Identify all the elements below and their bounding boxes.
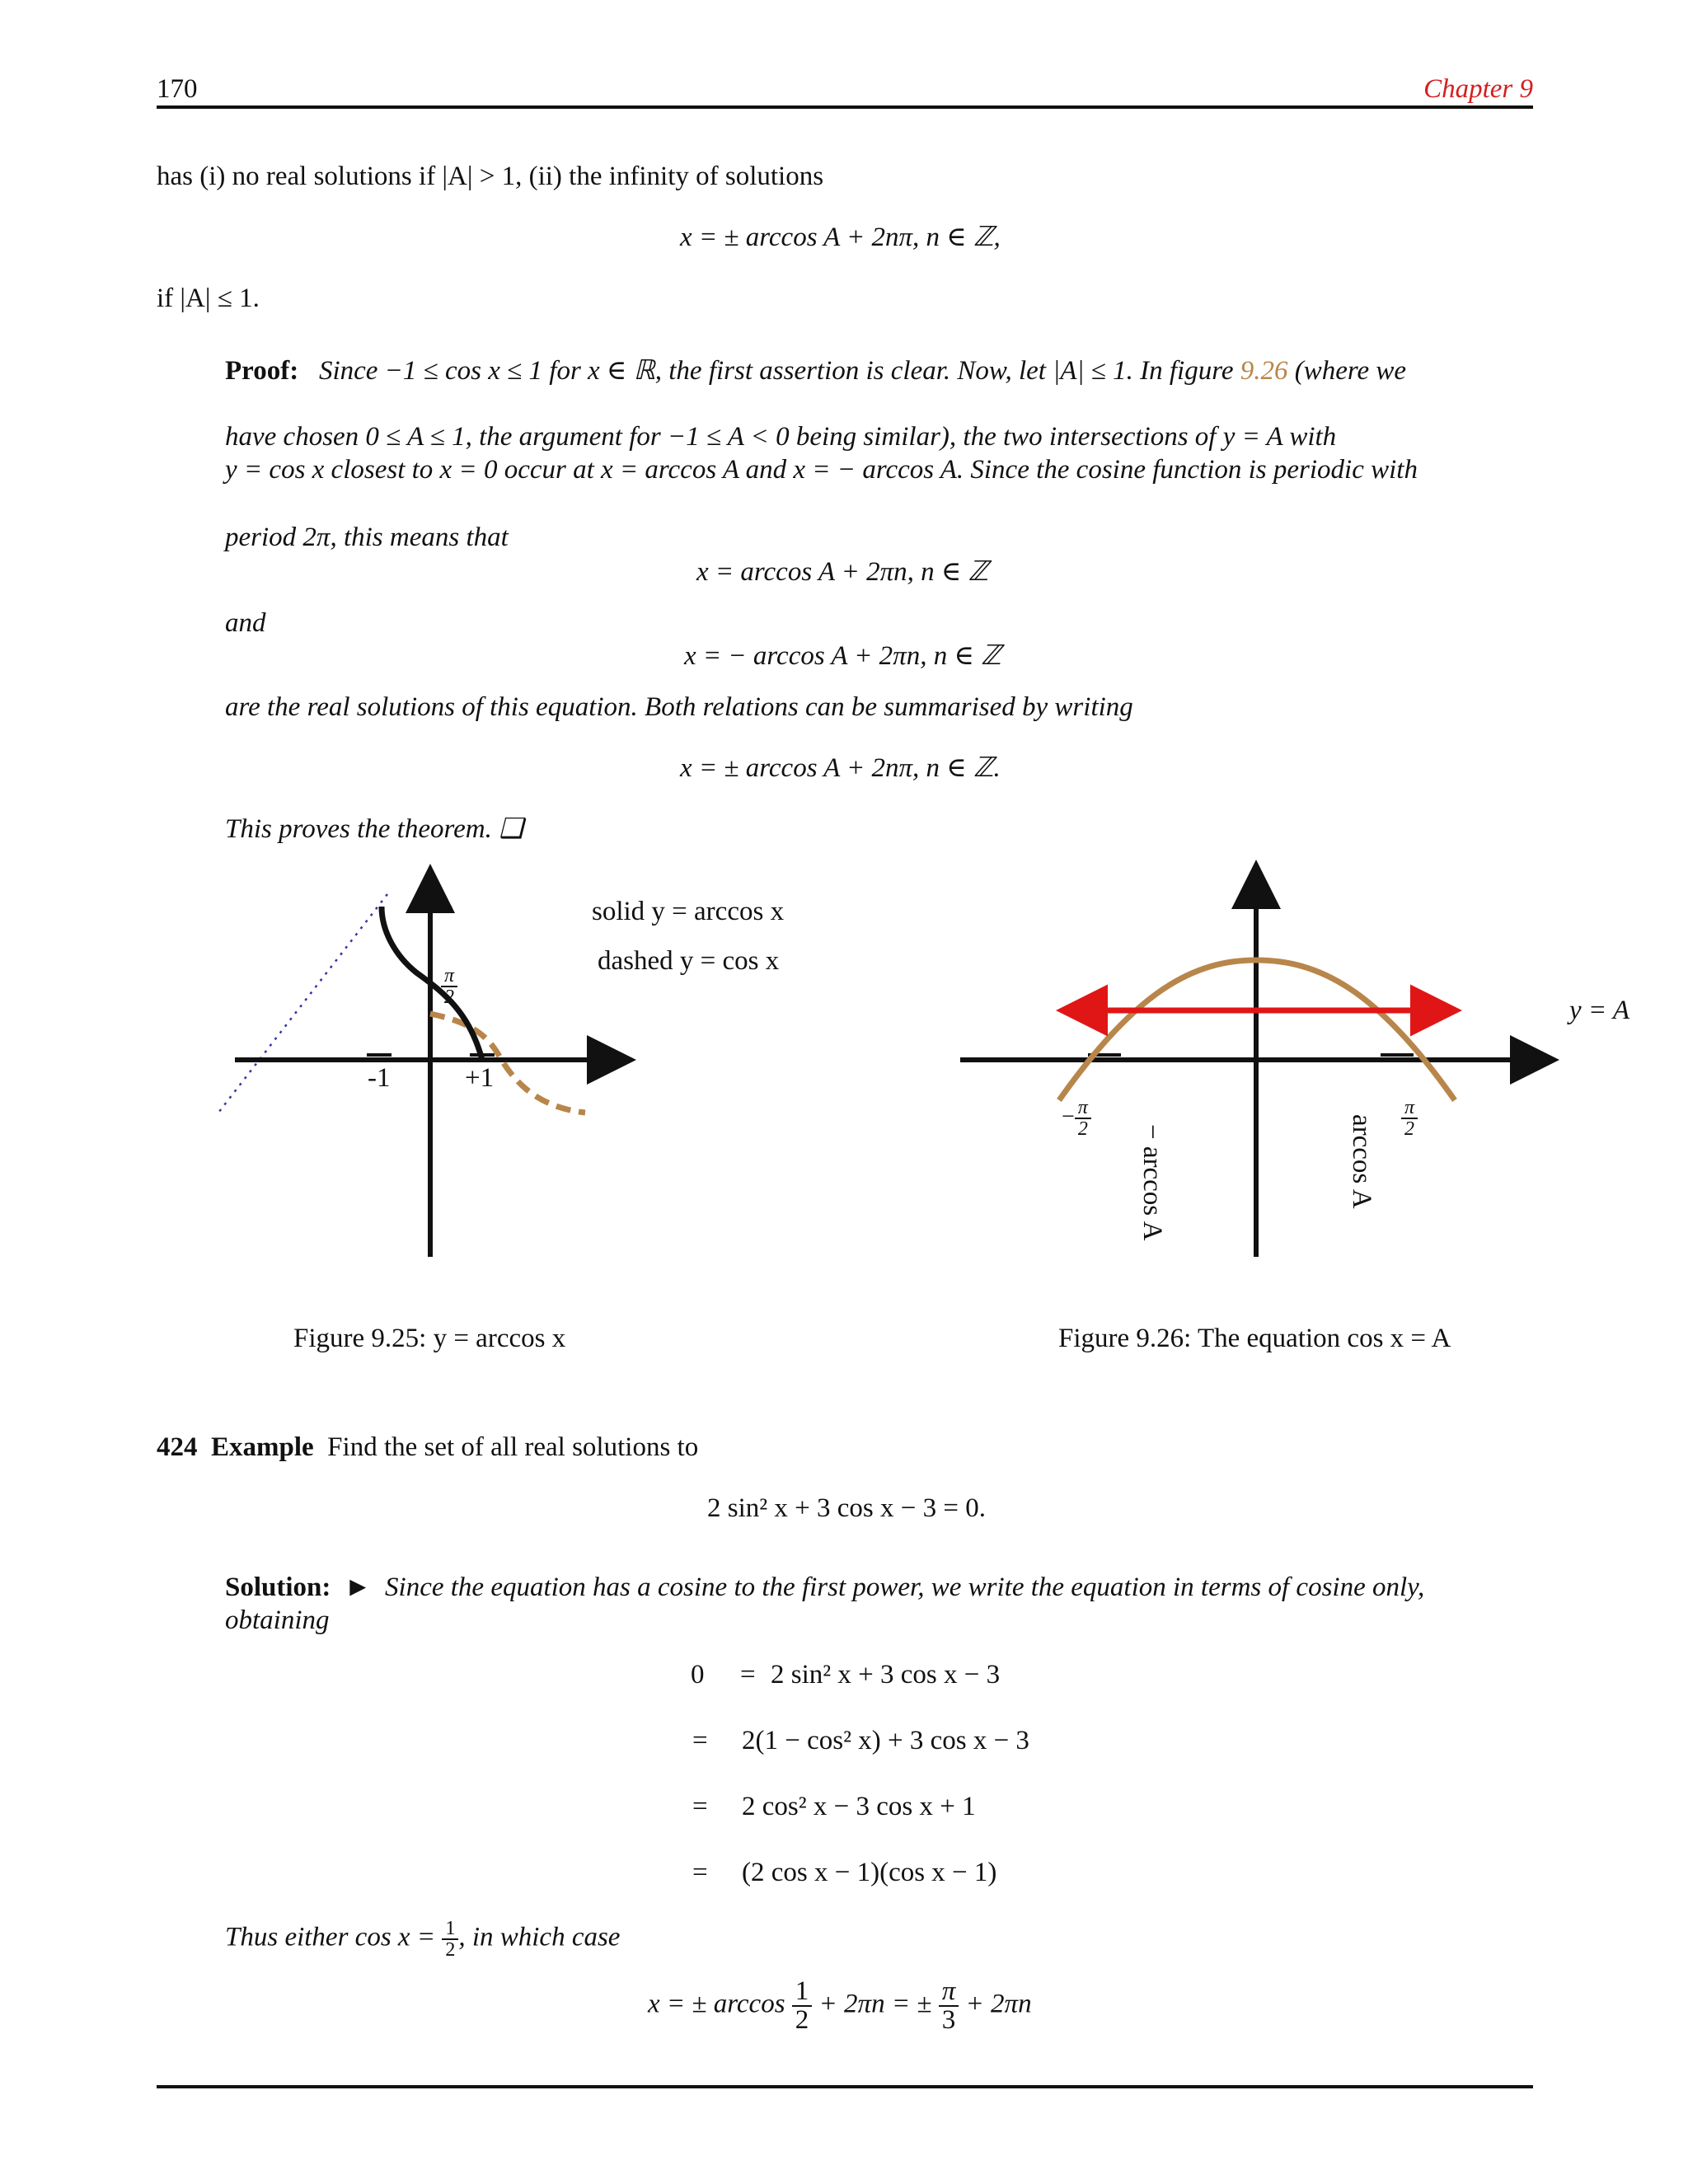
neg-sign: − [1062, 1104, 1075, 1130]
header-rule [157, 105, 1533, 109]
tick-neg-pi-half-den: 2 [1077, 1118, 1088, 1140]
proof-text-1-end: (where we [1287, 356, 1407, 386]
tick-pi-half-num: π [441, 966, 457, 987]
final-frac2-num: π [939, 1978, 959, 2007]
legend-dashed: dashed y = cos x [598, 946, 780, 976]
intro-line-2: if |A| ≤ 1. [157, 284, 260, 313]
proof-equation-c: x = ± arccos A + 2nπ, n ∈ ℤ. [680, 753, 1001, 783]
figure-925-caption: Figure 9.25: y = arccos x [293, 1324, 566, 1353]
eq-row-1-rel: = [692, 1726, 708, 1755]
tick-pi-half-den-2: 2 [1404, 1118, 1415, 1140]
final-frac2-den: 3 [941, 2005, 956, 2035]
thus-frac-den: 2 [445, 1939, 456, 1961]
proof-end: This proves the theorem. ❑ [225, 814, 523, 844]
tick-pi-half-den: 2 [444, 987, 455, 1008]
tick-label-pi-half [441, 966, 457, 1007]
final-text-b: + 2πn = ± [818, 1989, 932, 2019]
solution-text-1: Since the equation has a cosine to the first power, we write the equation in terms of cosine only, [385, 1572, 1425, 1602]
proof-text-1: Since −1 ≤ cos x ≤ 1 for x ∈ ℝ, the first assertion is clear. Now, let |A| ≤ 1. In figure [318, 356, 1240, 386]
proof-and: and [225, 608, 266, 638]
eq-row-2-rhs: 2 cos² x − 3 cos x + 1 [742, 1792, 976, 1821]
eq-row-3-rhs: (2 cos x − 1)(cos x − 1) [742, 1858, 997, 1887]
tick-label-pi-half [1401, 1098, 1418, 1139]
thus-line [225, 1919, 620, 1960]
example-text: Find the set of all real solutions to [327, 1432, 699, 1462]
example-equation: 2 sin² x + 3 cos x − 3 = 0. [707, 1493, 986, 1523]
example-number: 424 [157, 1432, 198, 1462]
thus-frac-num: 1 [442, 1919, 458, 1940]
eq-row-3-rel: = [692, 1858, 708, 1887]
thus-text-b: , in which case [458, 1922, 621, 1952]
label-neg-arccos: − arccos A [1137, 1124, 1167, 1241]
proof-label: Proof: [225, 356, 299, 386]
solution-arrow: ► [344, 1572, 372, 1602]
eq-row-0-lhs: 0 [691, 1660, 705, 1690]
page-number: 170 [157, 74, 198, 104]
figure-926-plot [956, 857, 1566, 1269]
proof-equation-b: x = − arccos A + 2πn, n ∈ ℤ [684, 641, 1001, 671]
label-y-equals-a: y = A [1569, 996, 1629, 1025]
eq-row-1-rhs: 2(1 − cos² x) + 3 cos x − 3 [742, 1726, 1029, 1755]
solution-text-2: obtaining [225, 1605, 330, 1635]
legend-solid: solid y = arccos x [592, 897, 785, 926]
label-arccos: arccos A [1347, 1114, 1376, 1209]
intro-line-1: has (i) no real solutions if |A| > 1, (ii) the infinity of solutions [157, 162, 824, 191]
figure-926-caption: Figure 9.26: The equation cos x = A [1058, 1324, 1451, 1353]
final-equation [648, 1978, 1032, 2034]
proof-para-4: period 2π, this means that [225, 523, 509, 552]
identity-line [218, 894, 387, 1113]
final-frac1-den: 2 [795, 2005, 809, 2035]
proof-para-2: have chosen 0 ≤ A ≤ 1, the argument for −1 ≤ A < 0 being similar), the two intersections of y = A with [225, 422, 1337, 452]
eq-row-0-rel: = [740, 1660, 756, 1690]
chapter-label: Chapter 9 [1423, 74, 1533, 104]
thus-text-a: Thus either cos x = [225, 1922, 443, 1952]
footer-rule [157, 2085, 1533, 2088]
proof-equation-a: x = arccos A + 2πn, n ∈ ℤ [696, 557, 989, 587]
proof-para-3: y = cos x closest to x = 0 occur at x = arccos A and x = − arccos A. Since the cosine function is periodic with [225, 455, 1418, 485]
eq-row-0-rhs: 2 sin² x + 3 cos x − 3 [771, 1660, 1001, 1690]
tick-pi-half-num-2: π [1401, 1098, 1418, 1119]
example-heading [157, 1431, 698, 1464]
solution-label: Solution: [225, 1572, 331, 1602]
intro-equation: x = ± arccos A + 2nπ, n ∈ ℤ, [680, 223, 1001, 252]
proof-para-5: are the real solutions of this equation. Both relations can be summarised by writing [225, 692, 1133, 722]
eq-row-2-rel: = [692, 1792, 708, 1821]
tick-neg-pi-half-num: π [1075, 1098, 1091, 1119]
final-text-c: + 2πn [965, 1989, 1032, 2019]
tick-label-pi: π [444, 900, 452, 916]
tick-label-neg-pi-half [1062, 1098, 1091, 1139]
figure-926-link[interactable]: 9.26 [1240, 356, 1288, 386]
tick-label-plus-1: +1 [465, 1063, 495, 1093]
cos-curve-dashed [430, 1014, 585, 1113]
tick-label-minus-1: -1 [368, 1063, 391, 1093]
solution-line-1 [225, 1571, 1424, 1604]
example-label: Example [211, 1432, 314, 1462]
final-frac1-num: 1 [792, 1978, 813, 2007]
final-text-a: x = ± arccos [648, 1989, 785, 2019]
proof-para-1 [225, 354, 1406, 387]
